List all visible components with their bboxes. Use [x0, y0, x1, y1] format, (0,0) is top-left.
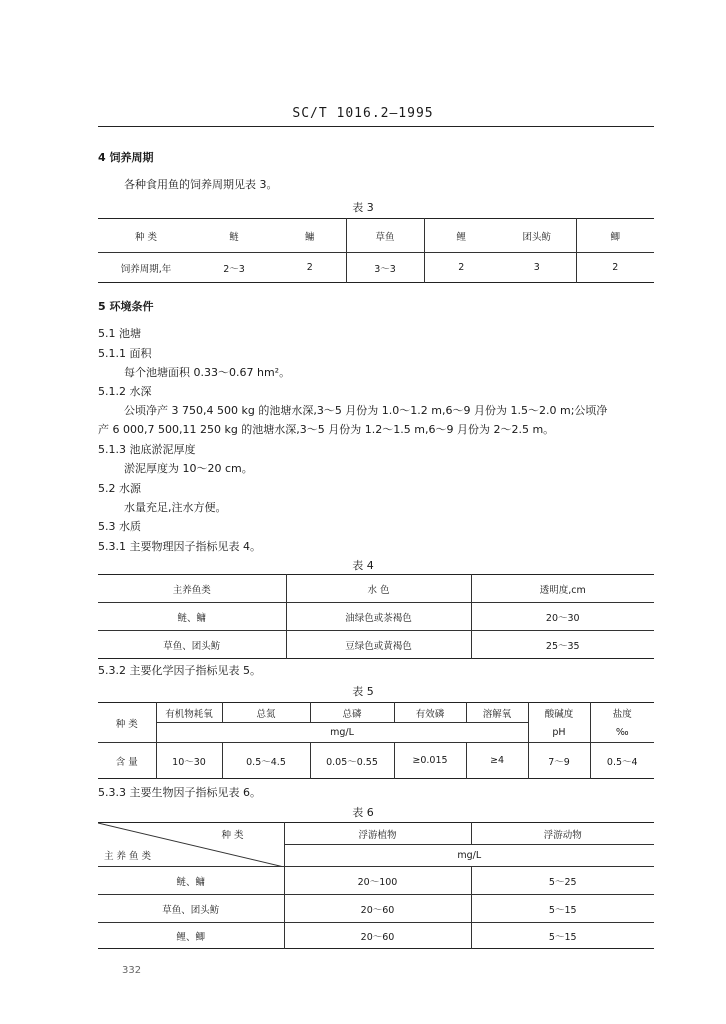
subsection-heading: 5.1.3 池底淤泥厚度	[98, 443, 196, 456]
table-6	[98, 822, 654, 949]
table-3-header: 团头鲂	[498, 219, 576, 253]
subsection-heading: 5.1 池塘	[98, 327, 141, 340]
table-row	[98, 895, 654, 923]
table-row	[98, 603, 654, 631]
table-5-header-row	[98, 703, 654, 723]
table-6-diag-top: 种 类	[221, 830, 244, 841]
table-3-header: 鲫	[576, 219, 654, 253]
table-6-header: 浮游动物	[471, 823, 654, 845]
table-cell: 油绿色或茶褐色	[286, 603, 471, 631]
table-cell: 2	[576, 253, 654, 283]
subsection-heading: 5.3 水质	[98, 520, 141, 533]
table-3-header: 鲢	[194, 219, 274, 253]
page-number: 332	[122, 965, 142, 976]
body-text: 每个池塘面积 0.33～0.67 hm²。	[124, 366, 291, 379]
table-5	[98, 702, 654, 779]
table-cell: 草鱼、团头鲂	[98, 895, 284, 923]
table-5-header: 总磷	[310, 703, 394, 723]
table-cell: 7～9	[528, 743, 590, 779]
table-cell: 20～30	[471, 603, 654, 631]
table-cell: 鲤、鲫	[176, 931, 205, 943]
table-cell: 2	[424, 253, 498, 283]
table-cell: 5～25	[471, 867, 654, 895]
table-5-header: 酸碱度	[528, 703, 590, 723]
table-cell: 0.05～0.55	[310, 743, 394, 779]
table-3-row-label: 饲养周期,年	[120, 263, 172, 275]
table-cell: 10～30	[156, 743, 222, 779]
table-row	[98, 867, 654, 895]
table-6-diagonal-header	[98, 823, 284, 867]
section-5-heading: 5 环境条件	[98, 300, 154, 313]
table-4-caption: 表 4	[352, 559, 374, 572]
table-6-header-row	[98, 823, 654, 845]
table-cell: 3	[533, 262, 540, 273]
table-cell: 2	[306, 262, 313, 273]
table-cell: 5～15	[471, 895, 654, 923]
body-text: 公顷净产 3 750,4 500 kg 的池塘水深,3～5 月份为 1.0～1.2 m,6～9 月份为 1.5～2.0 m;公顷净	[124, 404, 608, 417]
table-6-header: 浮游植物	[284, 823, 471, 845]
subsection-heading: 5.1.2 水深	[98, 385, 152, 398]
table-4-header: 主养鱼类	[98, 575, 286, 603]
table-cell: 25～35	[471, 631, 654, 659]
header-rule	[98, 126, 654, 127]
table-cell: 0.5～4	[590, 743, 654, 779]
table-5-unit: mg/L	[156, 723, 528, 743]
table-cell: ≥0.015	[394, 743, 466, 779]
subsection-heading: 5.3.1 主要物理因子指标见表 4。	[98, 540, 261, 553]
table-5-header: 总氮	[222, 703, 310, 723]
running-header: SC/T 1016.2—1995	[292, 106, 434, 121]
table-cell: ≥4	[466, 743, 528, 779]
table-5-caption: 表 5	[352, 685, 374, 698]
section-4-body: 各种食用鱼的饲养周期见表 3。	[124, 178, 278, 191]
table-4-header-row	[98, 575, 654, 603]
table-3-header-kind: 种 类	[98, 219, 194, 253]
table-3-header-row	[98, 219, 654, 253]
table-3-header: 鲤	[424, 219, 498, 253]
table-3-header: 草鱼	[346, 219, 424, 253]
table-5-header: 有机物耗氧	[156, 703, 222, 723]
table-cell: 3～3	[346, 253, 424, 283]
table-3	[98, 218, 654, 283]
table-5-unit-row	[98, 723, 654, 743]
subsection-heading: 5.1.1 面积	[98, 347, 152, 360]
table-5-kind-label: 种 类	[98, 703, 156, 743]
table-row	[98, 631, 654, 659]
table-cell: 草鱼、团头鲂	[163, 640, 221, 652]
section-4-heading: 4 饲养周期	[98, 151, 154, 164]
subsection-heading: 5.2 水源	[98, 482, 141, 495]
table-row	[98, 253, 654, 283]
table-5-unit-ph: pH	[528, 723, 590, 743]
table-6-diag-bottom: 主 养 鱼 类	[104, 851, 152, 862]
table-4-header: 透明度,cm	[471, 575, 654, 603]
table-cell: 20～60	[284, 895, 471, 923]
table-5-unit-salinity: ‰	[590, 723, 654, 743]
subsection-heading: 5.3.2 主要化学因子指标见表 5。	[98, 664, 261, 677]
table-cell: 2～3	[223, 263, 245, 275]
table-cell: 0.5～4.5	[222, 743, 310, 779]
table-3-header: 鳙	[274, 219, 346, 253]
table-4	[98, 574, 654, 659]
table-5-header: 有效磷	[394, 703, 466, 723]
table-5-header: 溶解氧	[466, 703, 528, 723]
table-cell: 豆绿色或黄褐色	[286, 631, 471, 659]
body-text: 产 6 000,7 500,11 250 kg 的池塘水深,3～5 月份为 1.2～1.5 m,6～9 月份为 2～2.5 m。	[98, 423, 555, 436]
table-3-caption: 表 3	[352, 201, 374, 214]
table-cell: 鲢、鳙	[98, 867, 284, 895]
body-text: 水量充足,注水方便。	[124, 501, 227, 514]
subsection-heading: 5.3.3 主要生物因子指标见表 6。	[98, 786, 261, 799]
table-cell: 20～100	[284, 867, 471, 895]
table-6-unit: mg/L	[284, 845, 654, 867]
table-5-header: 盐度	[590, 703, 654, 723]
table-row	[98, 923, 654, 949]
body-text: 淤泥厚度为 10～20 cm。	[124, 462, 253, 475]
table-4-header: 水 色	[286, 575, 471, 603]
table-cell: 20～60	[284, 923, 471, 949]
table-cell: 5～15	[471, 923, 654, 949]
table-cell: 鲢、鳙	[98, 603, 286, 631]
table-row	[98, 743, 654, 779]
table-5-row-label: 含 量	[115, 756, 138, 768]
table-6-caption: 表 6	[352, 806, 374, 819]
